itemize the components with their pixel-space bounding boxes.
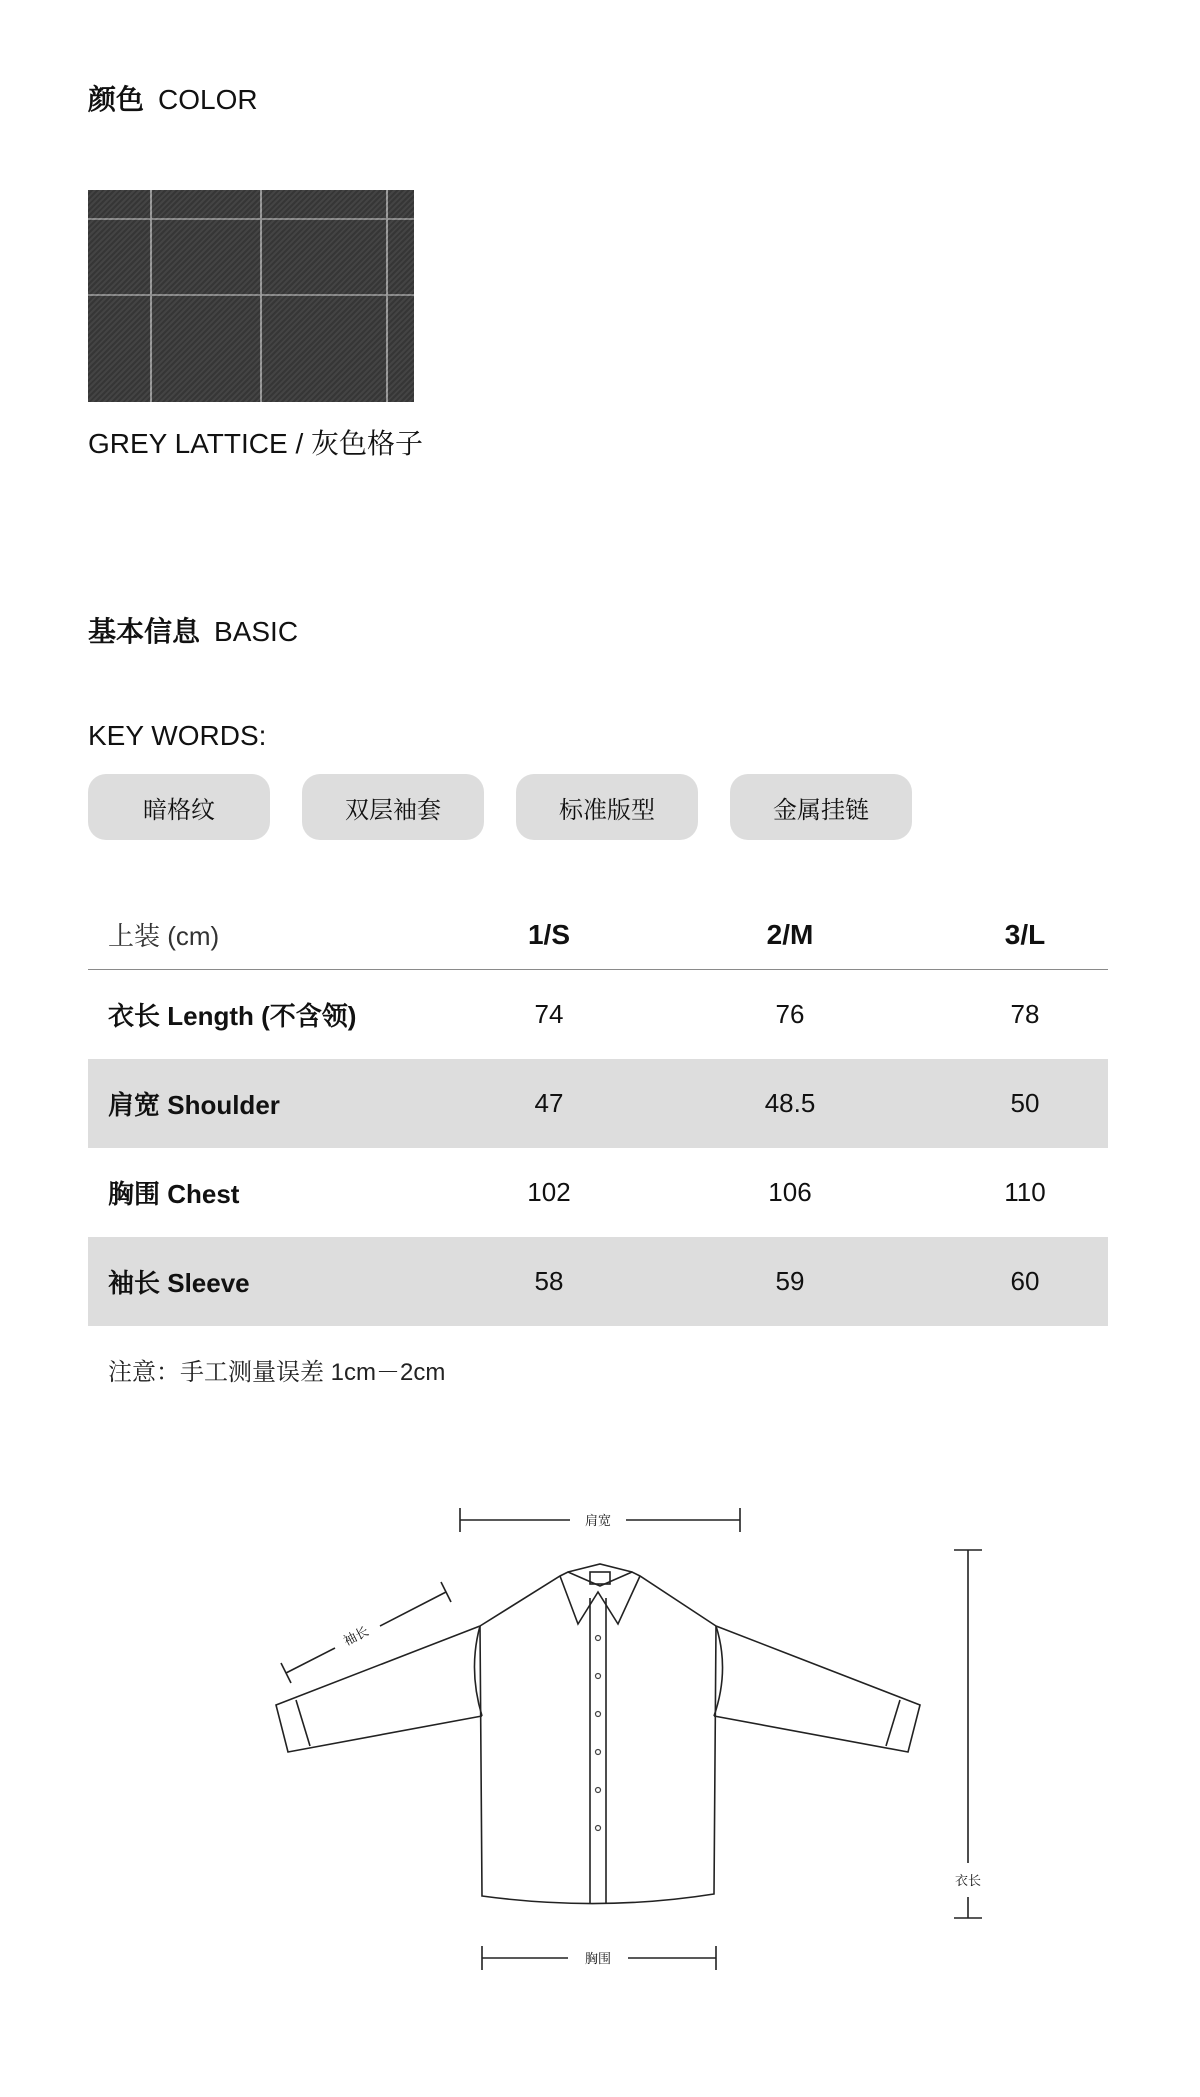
chest-label: 胸围 — [584, 1952, 612, 1967]
length-label: 衣长 — [954, 1874, 982, 1889]
keywords-label: KEY WORDS: — [88, 720, 267, 751]
row-label: 胸围 Chest — [108, 1179, 240, 1209]
table-cell: 48.5 — [764, 1088, 816, 1118]
sleeve-dimension-line — [286, 1648, 335, 1673]
table-cell: 50 — [1010, 1088, 1040, 1118]
shirt-body — [480, 1626, 716, 1904]
color-section-title — [88, 78, 258, 118]
table-cell: 110 — [1004, 1177, 1046, 1207]
table-row — [88, 1148, 1108, 1237]
row-label: 袖长 Sleeve — [108, 1268, 250, 1298]
table-cell: 106 — [768, 1177, 812, 1207]
color-name: GREY LATTICE / 灰色格子 — [88, 428, 424, 459]
keyword-tag: 暗格纹 — [88, 774, 270, 840]
keyword-tag: 金属挂链 — [730, 774, 912, 840]
sleeve-label: 袖长 — [341, 1624, 372, 1650]
size-table — [88, 900, 1108, 1326]
shoulder-label: 肩宽 — [584, 1514, 612, 1529]
measurement-note: 注意：手工测量误差 1cm－2cm — [108, 1359, 446, 1386]
fabric-swatch-image — [88, 190, 414, 402]
size-table-header — [88, 900, 1108, 970]
color-title-en: COLOR — [158, 84, 258, 115]
row-label: 肩宽 Shoulder — [108, 1090, 280, 1120]
sleeve-dimension-line — [380, 1592, 446, 1626]
table-cell: 60 — [1010, 1266, 1040, 1296]
table-row — [88, 1059, 1108, 1148]
basic-title-zh: 基本信息 — [88, 615, 201, 648]
size-header: 2/M — [766, 918, 814, 950]
keyword-tags — [88, 774, 912, 840]
size-header: 1/S — [527, 918, 571, 950]
table-cell: 47 — [534, 1088, 564, 1118]
table-cell: 58 — [534, 1266, 564, 1296]
header-label: 上装 (cm) — [108, 921, 220, 951]
basic-section-title — [88, 610, 298, 650]
shirt-collar — [560, 1576, 640, 1624]
table-row — [88, 1237, 1108, 1326]
table-cell: 102 — [527, 1177, 571, 1207]
color-title-zh: 颜色 — [88, 83, 145, 116]
table-cell: 59 — [775, 1266, 805, 1296]
basic-title-en: BASIC — [214, 616, 299, 647]
shirt-measurement-diagram — [0, 1480, 1200, 2000]
size-header: 3/L — [1004, 918, 1046, 950]
keyword-tag: 标准版型 — [516, 774, 698, 840]
table-row — [88, 970, 1108, 1059]
keyword-tag: 双层袖套 — [302, 774, 484, 840]
table-cell: 78 — [1010, 999, 1040, 1029]
table-cell: 74 — [534, 999, 564, 1029]
table-cell: 76 — [775, 999, 805, 1029]
row-label: 衣长 Length (不含领) — [108, 1001, 357, 1031]
